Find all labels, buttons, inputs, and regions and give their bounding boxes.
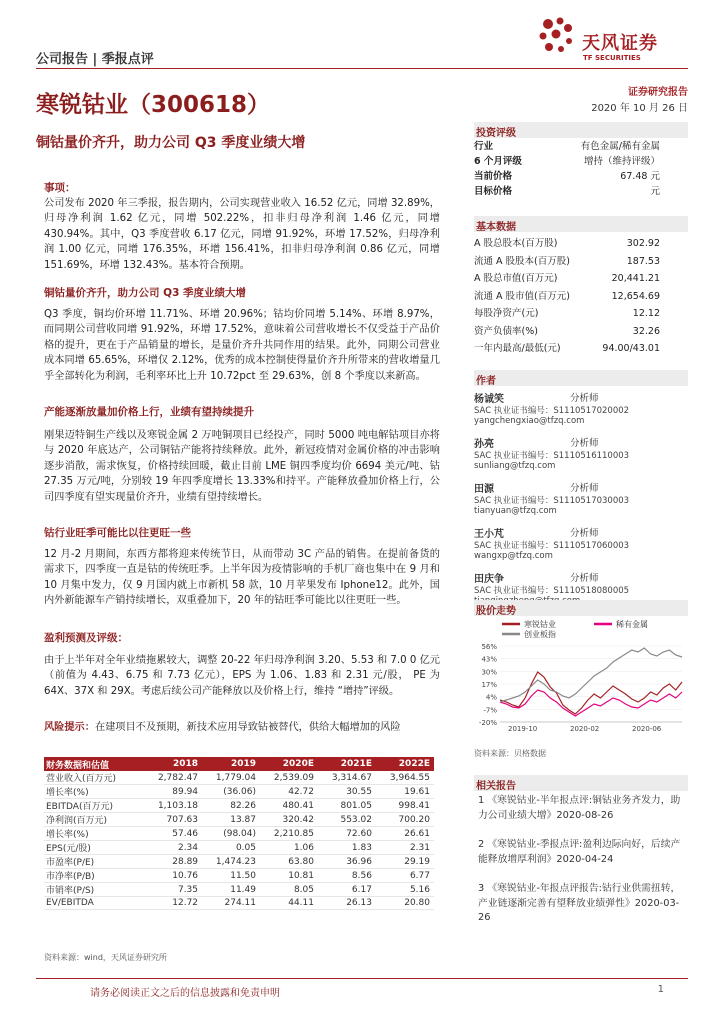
author-name: 田源 <box>474 484 494 495</box>
author-email: yangchengxiao@tfzq.com <box>474 416 585 426</box>
rating-key: 当前价格 <box>474 171 513 182</box>
header-divider <box>36 68 688 69</box>
basic-data-key: A 股总股本(百万股) <box>474 238 558 249</box>
basic-data-key: 流通 A 股股本(百万股) <box>474 255 570 267</box>
table-cell: (98.04) <box>202 827 260 841</box>
risk-text: 在建项目不及预期，新技术应用导致钴被替代，供给大幅增加的风险 <box>94 722 401 733</box>
author-sac: SAC 执业证书编号：S1110517060003 <box>474 541 630 551</box>
legend-label: 寒锐钴业 <box>524 620 556 629</box>
section-title: 铜钴量价齐升，助力公司 Q3 季度业绩大增 <box>44 287 247 299</box>
table-header-cell: 2022E <box>376 757 434 771</box>
table-cell: 市销率(P/S) <box>44 883 144 897</box>
table-cell: 10.76 <box>144 869 202 883</box>
basic-data-key: 流通 A 股市值(百万元) <box>474 290 570 302</box>
rating-value: 元 <box>650 186 660 197</box>
rating-value: 有色金属/稀有金属 <box>580 141 660 152</box>
author-email: wangxp@tfzq.com <box>474 551 553 561</box>
table-header-row <box>44 757 434 771</box>
table-cell: 市盈率(P/E) <box>44 855 144 869</box>
table-cell: 1.06 <box>260 841 318 855</box>
paragraph: 公司发布 2020 年三季报，报告期内，公司实现营业收入 16.52 亿元，同增 32.89%，归母净利润 1.62 亿元，同增 502.22%，扣非归母净利润 1.46 亿元，同增 430.94%。其中，Q3 季度营收 6.17 亿元，同增 91.92%，环增 17.52%，归母净利润 1.00 亿元，同增 176.35%，环增 156.41%，扣非归母净利润 0.86 亿元，同增 151.69%，环增 132.43%。基本符合预期。 <box>44 198 440 271</box>
y-tick-label: 4% <box>485 693 497 702</box>
table-cell: EPS(元/股) <box>44 841 144 855</box>
rating-heading: 投资评级 <box>474 122 688 138</box>
related-report-link: 2 《寒锐钴业-季报点评:盈利边际向好，后续产能释放增厚利润》2020-04-24 <box>478 839 681 865</box>
table-cell: 13.87 <box>202 813 260 827</box>
basic-data-value: 20,441.21 <box>611 273 660 284</box>
table-cell: 3,964.55 <box>376 771 434 785</box>
related-report-link: 3 《寒锐钴业-年报点评报告:钴行业供需扭转，产业链逐渐完善有望释放业绩弹性》2020-03-26 <box>478 883 681 924</box>
related-report-link: 1 《寒锐钴业-半年报点评:铜钴业务齐发力，助力公司业绩大增》2020-08-26 <box>478 795 681 821</box>
table-cell: 增长率(%) <box>44 827 144 841</box>
rating-value: 67.48 元 <box>620 171 660 182</box>
legend-label: 稀有金属 <box>616 620 648 629</box>
x-tick-label: 2019-10 <box>508 725 538 733</box>
authors-heading: 作者 <box>474 370 688 386</box>
table-cell: 2,782.47 <box>144 771 202 785</box>
table-cell: 57.46 <box>144 827 202 841</box>
table-cell: 89.94 <box>144 785 202 799</box>
table-header-cell: 财务数据和估值 <box>44 757 144 771</box>
table-cell: 19.61 <box>376 785 434 799</box>
author-sac: SAC 执业证书编号：S1110516110003 <box>474 451 630 461</box>
table-cell: 10.81 <box>260 869 318 883</box>
table-cell: 2,210.85 <box>260 827 318 841</box>
table-cell: 11.49 <box>202 883 260 897</box>
table-cell: 6.17 <box>318 883 376 897</box>
risk-paragraph <box>44 720 440 735</box>
section-title: 钴行业旺季可能比以往更旺一些 <box>44 527 191 539</box>
table-cell: 26.13 <box>318 897 376 910</box>
disclaimer: 请务必阅读正文之后的信息披露和免责申明 <box>90 988 280 999</box>
table-cell: 29.19 <box>376 855 434 869</box>
table-cell: 30.55 <box>318 785 376 799</box>
table-cell: 5.16 <box>376 883 434 897</box>
table-header-cell: 2018 <box>144 757 202 771</box>
logo-icon <box>534 14 580 60</box>
table-row <box>44 869 434 883</box>
basic-data-row <box>474 306 688 321</box>
basic-data-heading: 基本数据 <box>474 216 688 232</box>
table-cell: 12.72 <box>144 897 202 910</box>
y-tick-label: 43% <box>481 655 497 664</box>
basic-data-row <box>474 341 688 356</box>
table-cell: 1,779.04 <box>202 771 260 785</box>
basic-data-key: A 股总市值(百万元) <box>474 273 558 284</box>
basic-data-row <box>474 254 688 269</box>
author-name: 田庆争 <box>474 574 504 585</box>
table-cell: 72.60 <box>318 827 376 841</box>
author-name: 杨诚笑 <box>474 394 504 405</box>
table-cell: 63.80 <box>260 855 318 869</box>
table-cell: 801.05 <box>318 799 376 813</box>
author-email: tianyuan@tfzq.com <box>474 506 557 516</box>
y-tick-label: -20% <box>478 719 497 727</box>
footer-divider <box>36 978 688 979</box>
table-cell: 3,314.67 <box>318 771 376 785</box>
paragraph: Q3 季度，铜均价环增 11.71%、环增 20.96%；钴均价同增 5.14%、环增 8.97%，而同期公司营收同增 91.92%，环增 17.52%，意味着公司营收增长不仅受益于产品价格的提升，更在于产品销量的增长，是量价齐升共同作用的结果。此外，同期公司营业成本同增 65.65%，环增仅 2.12%，优秀的成本控制使得量价齐升所带来的营收增量几乎全部转化为利润，毛利率环比上升 10.72pct 至 29.63%，创 8 个季度以来新高。 <box>44 309 440 382</box>
basic-data-value: 302.92 <box>626 238 660 249</box>
section-title: 产能逐渐放量加价格上行，业绩有望持续提升 <box>44 406 254 418</box>
table-cell: 1.83 <box>318 841 376 855</box>
table-cell: 0.05 <box>202 841 260 855</box>
table-cell: 2.31 <box>376 841 434 855</box>
table-row <box>44 855 434 869</box>
author-email: sunliang@tfzq.com <box>474 461 556 471</box>
author-sac: SAC 执业证书编号：S1110517030003 <box>474 496 630 506</box>
table-cell: 8.56 <box>318 869 376 883</box>
table-row <box>44 883 434 897</box>
table-cell: 320.42 <box>260 813 318 827</box>
basic-data-key: 一年内最高/最低(元) <box>474 343 561 354</box>
y-tick-label: 30% <box>481 668 497 677</box>
author-role: 分析师 <box>570 438 599 449</box>
section-title: 盈利预测及评级： <box>44 632 128 644</box>
table-cell: (36.06) <box>202 785 260 799</box>
table-cell: 700.20 <box>376 813 434 827</box>
table-cell: 11.50 <box>202 869 260 883</box>
x-tick-label: 2020-02 <box>570 725 600 733</box>
logo-english: TF SECURITIES <box>583 54 641 62</box>
author-name: 孙亮 <box>474 439 494 450</box>
page-number: 1 <box>657 984 664 995</box>
author-role: 分析师 <box>570 573 599 584</box>
table-cell: EV/EBITDA <box>44 897 144 910</box>
author-role: 分析师 <box>570 483 599 494</box>
paragraph: 12 月-2 月期间，东西方都将迎来传统节日，从而带动 3C 产品的销售。在提前备货的需求下，四季度一直是钴的传统旺季。上半年因为疫情影响的手机厂商也集中在 9 月和 10 月集中发力，仅 9 月国内就上市新机 58 款，10 月苹果发布 Iphone12。此外，国内外新能源车产销持续增长，双重叠加下，20 年的钴旺季可能比以往更旺一些。 <box>44 549 440 607</box>
rating-key: 行业 <box>474 141 494 152</box>
basic-data-value: 12.12 <box>632 308 660 319</box>
table-cell: 8.05 <box>260 883 318 897</box>
table-cell: EBITDA(百万元) <box>44 799 144 813</box>
rating-key: 目标价格 <box>474 186 513 197</box>
table-row <box>44 897 434 910</box>
table-cell: 36.96 <box>318 855 376 869</box>
legend-label: 创业板指 <box>524 630 556 639</box>
table-cell: 274.11 <box>202 897 260 910</box>
table-cell: 26.61 <box>376 827 434 841</box>
table-cell: 增长率(%) <box>44 785 144 799</box>
table-cell: 44.11 <box>260 897 318 910</box>
table-cell: 82.26 <box>202 799 260 813</box>
table-row <box>44 813 434 827</box>
company-title: 寒锐钴业（300618） <box>36 92 271 118</box>
stock-chart-heading: 股价走势 <box>474 600 688 616</box>
author-name: 王小芃 <box>474 529 504 540</box>
table-row <box>44 785 434 799</box>
headline: 铜钴量价齐升，助力公司 Q3 季度业绩大增 <box>36 135 306 151</box>
risk-label: 风险提示： <box>44 722 95 733</box>
rating-row <box>474 169 688 184</box>
y-tick-label: 56% <box>481 643 497 651</box>
table-source: 资料来源：wind，天风证券研究所 <box>44 953 167 962</box>
table-cell: 营业收入(百万元) <box>44 771 144 785</box>
financial-table <box>44 757 434 910</box>
y-tick-label: -7% <box>483 706 497 715</box>
y-tick-label: 17% <box>481 681 497 689</box>
basic-data-row <box>474 289 688 304</box>
rating-row <box>474 184 688 199</box>
research-label: 证券研究报告 <box>628 87 688 98</box>
rating-row <box>474 139 688 154</box>
paragraph: 刚果迈特铜生产线以及寒锐金属 2 万吨铜项目已经投产，同时 5000 吨电解钴项目亦将与 2020 年底达产，公司铜钴产能将持续释放。此外，新冠疫情对金属价格的冲击影响逐步消散，需求恢复，价格持续回暖，截止目前 LME 铜四季度均价 6694 美元/吨、钴 27.35 万元/吨，分别较 19 年四季度增长 13.33%和持平。产能释放叠加价格上行，公司四季度有望实现量价齐升，业绩有望持续增长。 <box>44 430 440 503</box>
table-cell: 707.63 <box>144 813 202 827</box>
table-cell: 42.72 <box>260 785 318 799</box>
author-sac: SAC 执业证书编号：S1110517020002 <box>474 406 630 416</box>
report-type: 公司报告 | 季报点评 <box>36 52 154 67</box>
table-cell: 553.02 <box>318 813 376 827</box>
logo-name: 天风证券 <box>582 33 658 54</box>
table-cell: 1,103.18 <box>144 799 202 813</box>
table-cell: 20.80 <box>376 897 434 910</box>
author-sac: SAC 执业证书编号：S1110518080005 <box>474 586 630 596</box>
table-header-cell: 2021E <box>318 757 376 771</box>
table-row <box>44 827 434 841</box>
table-cell: 480.41 <box>260 799 318 813</box>
table-cell: 2,539.09 <box>260 771 318 785</box>
table-header-cell: 2020E <box>260 757 318 771</box>
basic-data-row <box>474 236 688 251</box>
table-cell: 7.35 <box>144 883 202 897</box>
basic-data-key: 资产负债率(%) <box>474 325 538 337</box>
table-cell: 998.41 <box>376 799 434 813</box>
basic-data-key: 每股净资产(元) <box>474 308 539 319</box>
related-heading: 相关报告 <box>474 775 688 791</box>
rating-key: 6 个月评级 <box>474 156 522 167</box>
report-date: 2020 年 10 月 26 日 <box>591 103 688 114</box>
author-role: 分析师 <box>570 393 599 404</box>
x-tick-label: 2020-06 <box>632 725 662 733</box>
table-row <box>44 841 434 855</box>
basic-data-value: 94.00/43.01 <box>602 343 660 354</box>
basic-data-value: 12,654.69 <box>611 290 660 302</box>
rating-row <box>474 154 688 169</box>
table-cell: 1,474.23 <box>202 855 260 869</box>
table-cell: 2.34 <box>144 841 202 855</box>
table-row <box>44 771 434 785</box>
table-cell: 净利润(百万元) <box>44 813 144 827</box>
author-role: 分析师 <box>570 528 599 539</box>
basic-data-row <box>474 271 688 286</box>
basic-data-value: 32.26 <box>632 325 660 337</box>
basic-data-value: 187.53 <box>626 255 660 267</box>
rating-value: 增持（维持评级） <box>583 156 660 167</box>
stock-chart <box>474 618 688 738</box>
table-cell: 28.89 <box>144 855 202 869</box>
chart-source: 资料来源：贝格数据 <box>474 749 546 758</box>
section-title: 事项： <box>44 182 76 194</box>
table-cell: 6.77 <box>376 869 434 883</box>
table-header-cell: 2019 <box>202 757 260 771</box>
paragraph: 由于上半年对全年业绩拖累较大，调整 20-22 年归母净利润 3.20、5.53 和 7.0 0 亿元（前值为 4.43、6.75 和 7.73 亿元），EPS 为 1.06、1.83 和 2.31 元/股， PE 为 64X、37X 和 29X。考虑后续公司产能释放以及价格上行，维持 “增持”评级。 <box>44 655 440 697</box>
table-row <box>44 799 434 813</box>
basic-data-row <box>474 324 688 339</box>
table-cell: 市净率(P/B) <box>44 869 144 883</box>
